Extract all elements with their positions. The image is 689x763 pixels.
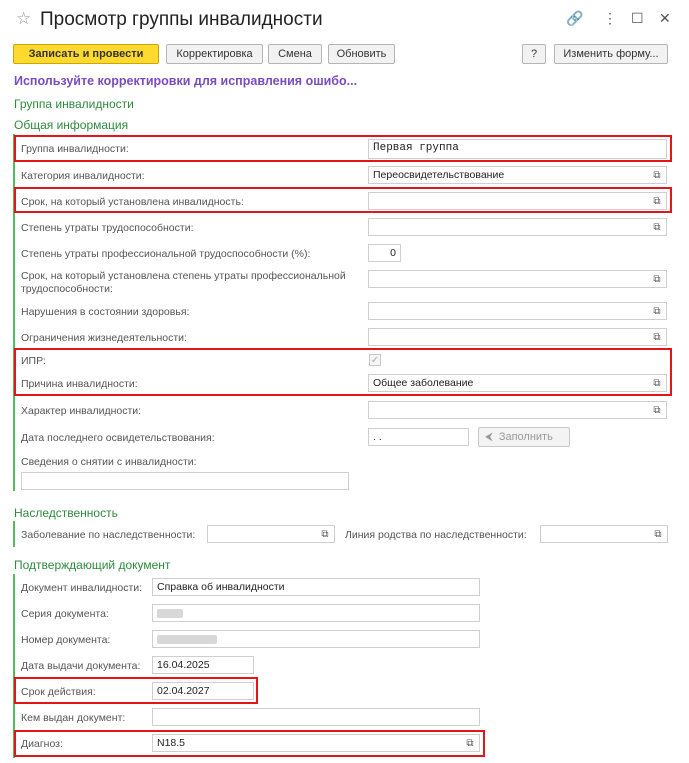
close-icon[interactable]: ✕: [659, 10, 671, 26]
category-label: Категория инвалидности:: [21, 170, 145, 182]
general-info-header[interactable]: Общая информация: [14, 118, 129, 132]
removal-field[interactable]: [21, 472, 349, 490]
help-button[interactable]: ?: [522, 44, 546, 64]
number-label: Номер документа:: [21, 634, 111, 646]
health-field[interactable]: [368, 302, 667, 320]
open-icon[interactable]: ⧉: [653, 377, 661, 389]
work-loss-label: Степень утраты трудоспособности:: [21, 222, 194, 234]
open-icon[interactable]: ⧉: [653, 195, 661, 207]
diagnosis-value: N18.5: [157, 737, 186, 749]
highlight-diagnosis: [14, 730, 485, 757]
issue-date-label: Дата выдачи документа:: [21, 660, 141, 672]
diagnosis-label: Диагноз:: [21, 738, 63, 750]
change-form-button[interactable]: Изменить форму...: [554, 44, 668, 64]
issued-by-field[interactable]: [152, 708, 480, 726]
prof-term-label-line1: Срок, на который установлена степень утраты профессиональной: [21, 270, 346, 282]
correction-button[interactable]: Корректировка: [166, 44, 263, 64]
doc-field[interactable]: Справка об инвалидности: [152, 578, 480, 596]
kinship-label: Линия родства по наследственности:: [345, 529, 527, 541]
prof-loss-label: Степень утраты профессиональной трудоспособности (%):: [21, 248, 311, 260]
limits-field[interactable]: [368, 328, 667, 346]
category-value: Переосвидетельствование: [373, 169, 505, 181]
issue-date-field[interactable]: 16.04.2025: [152, 656, 254, 674]
number-field[interactable]: [152, 630, 480, 648]
group-label: Группа инвалидности:: [21, 143, 129, 155]
highlight-term: [14, 187, 672, 213]
heredity-disease-field[interactable]: [207, 525, 335, 543]
open-icon[interactable]: ⧉: [466, 737, 474, 749]
heredity-header[interactable]: Наследственность: [14, 506, 118, 520]
change-button[interactable]: Смена: [268, 44, 322, 64]
validity-label: Срок действия:: [21, 686, 96, 698]
category-field[interactable]: [368, 166, 667, 184]
removal-label: Сведения о снятии с инвалидности:: [21, 456, 197, 468]
work-loss-field[interactable]: [368, 218, 667, 236]
health-label: Нарушения в состоянии здоровья:: [21, 306, 190, 318]
exam-date-label: Дата последнего освидетельствования:: [21, 432, 215, 444]
more-icon[interactable]: ⋮: [603, 10, 617, 26]
fill-arrow-icon: ⮜: [485, 430, 493, 443]
character-label: Характер инвалидности:: [21, 405, 142, 417]
reason-label: Причина инвалидности:: [21, 378, 138, 390]
window-title: Просмотр группы инвалидности: [40, 9, 323, 30]
maximize-icon[interactable]: ☐: [631, 10, 644, 26]
heredity-disease-label: Заболевание по наследственности:: [21, 529, 196, 541]
character-field[interactable]: [368, 401, 667, 419]
ipr-label: ИПР:: [21, 355, 46, 367]
validity-field[interactable]: 02.04.2027: [152, 682, 254, 700]
series-field[interactable]: [152, 604, 480, 622]
issued-by-label: Кем выдан документ:: [21, 712, 126, 724]
open-icon[interactable]: ⧉: [653, 305, 661, 317]
series-label: Серия документа:: [21, 608, 109, 620]
open-icon[interactable]: ⧉: [653, 331, 661, 343]
confirming-doc-header[interactable]: Подтверждающий документ: [14, 558, 171, 572]
disability-group-header: Группа инвалидности: [14, 97, 134, 111]
fill-button[interactable]: [478, 427, 570, 447]
open-icon[interactable]: ⧉: [321, 528, 329, 540]
term-label: Срок, на который установлена инвалидность:: [21, 196, 244, 208]
prof-loss-field[interactable]: 0: [368, 244, 401, 262]
correction-hint-link[interactable]: Используйте корректировки для исправления ошибо...: [14, 74, 358, 88]
redacted-value: [157, 635, 217, 644]
highlight-group: [14, 135, 672, 162]
refresh-button[interactable]: Обновить: [328, 44, 395, 64]
kinship-field[interactable]: [540, 525, 668, 543]
open-icon[interactable]: ⧉: [654, 528, 662, 540]
favorite-star-icon[interactable]: ☆: [16, 9, 32, 28]
limits-label: Ограничения жизнедеятельности:: [21, 332, 187, 344]
link-icon[interactable]: 🔗: [566, 10, 584, 26]
redacted-value: [157, 609, 183, 618]
doc-label: Документ инвалидности:: [21, 582, 143, 594]
open-icon[interactable]: ⧉: [653, 404, 661, 416]
heredity-group-line: [13, 521, 15, 547]
ipr-checkbox[interactable]: ✓: [370, 354, 380, 366]
reason-value: Общее заболевание: [373, 377, 474, 389]
open-icon[interactable]: ⧉: [653, 273, 661, 285]
fill-label: Заполнить: [498, 431, 553, 443]
open-icon[interactable]: ⧉: [653, 221, 661, 233]
highlight-validity: [14, 677, 258, 704]
exam-date-field[interactable]: . .: [368, 428, 469, 446]
post-and-save-button[interactable]: Записать и провести: [13, 44, 159, 64]
open-icon[interactable]: ⧉: [653, 169, 661, 181]
prof-term-field[interactable]: [368, 270, 667, 288]
prof-term-label-line2: трудоспособности:: [21, 283, 113, 295]
highlight-ipr-reason: [14, 348, 672, 396]
group-field[interactable]: Первая группа: [368, 139, 667, 159]
